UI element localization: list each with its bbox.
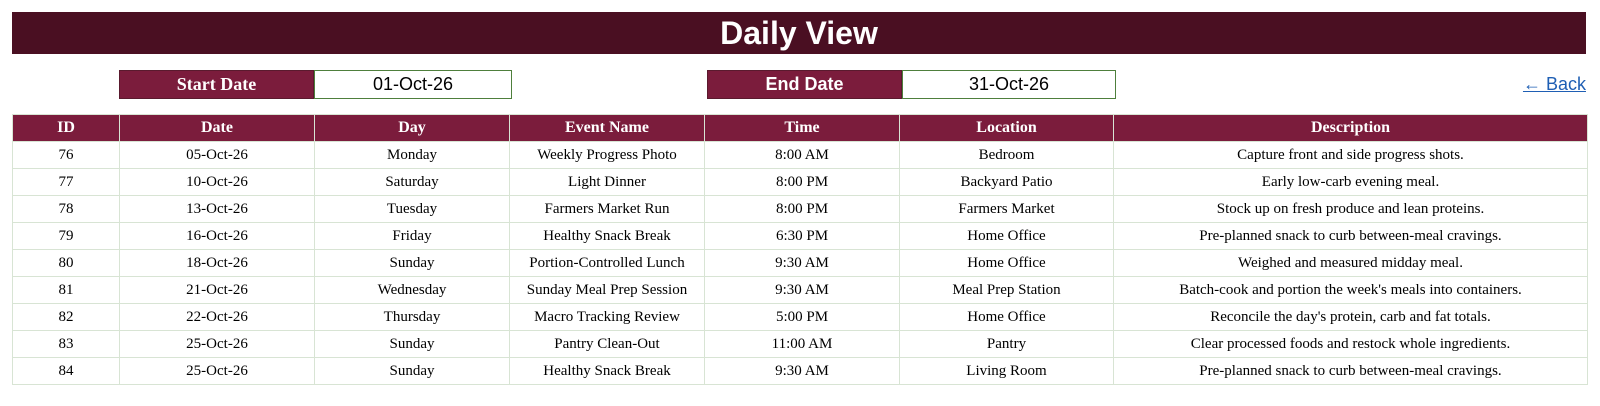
cell-description: Weighed and measured midday meal. xyxy=(1114,250,1588,277)
cell-day: Sunday xyxy=(315,331,510,358)
cell-date: 10-Oct-26 xyxy=(120,169,315,196)
cell-time: 9:30 AM xyxy=(705,250,900,277)
cell-id: 78 xyxy=(13,196,120,223)
cell-description: Reconcile the day's protein, carb and fat totals. xyxy=(1114,304,1588,331)
table-row xyxy=(13,304,1588,331)
cell-date: 13-Oct-26 xyxy=(120,196,315,223)
cell-location: Home Office xyxy=(900,304,1114,331)
cell-day: Sunday xyxy=(315,250,510,277)
cell-date: 16-Oct-26 xyxy=(120,223,315,250)
cell-event-name: Farmers Market Run xyxy=(510,196,705,223)
events-table xyxy=(12,114,1588,385)
column-header-id: ID xyxy=(13,115,120,142)
cell-time: 9:30 AM xyxy=(705,358,900,385)
cell-description: Batch-cook and portion the week's meals into containers. xyxy=(1114,277,1588,304)
cell-description: Pre-planned snack to curb between-meal cravings. xyxy=(1114,223,1588,250)
cell-date: 18-Oct-26 xyxy=(120,250,315,277)
cell-location: Pantry xyxy=(900,331,1114,358)
cell-date: 21-Oct-26 xyxy=(120,277,315,304)
cell-id: 79 xyxy=(13,223,120,250)
cell-description: Pre-planned snack to curb between-meal cravings. xyxy=(1114,358,1588,385)
cell-id: 80 xyxy=(13,250,120,277)
cell-day: Friday xyxy=(315,223,510,250)
cell-time: 8:00 AM xyxy=(705,142,900,169)
column-header-date: Date xyxy=(120,115,315,142)
cell-date: 22-Oct-26 xyxy=(120,304,315,331)
cell-day: Saturday xyxy=(315,169,510,196)
table-row xyxy=(13,196,1588,223)
cell-time: 9:30 AM xyxy=(705,277,900,304)
column-header-event-name: Event Name xyxy=(510,115,705,142)
column-header-time: Time xyxy=(705,115,900,142)
cell-location: Meal Prep Station xyxy=(900,277,1114,304)
cell-event-name: Healthy Snack Break xyxy=(510,358,705,385)
cell-id: 82 xyxy=(13,304,120,331)
cell-description: Clear processed foods and restock whole ingredients. xyxy=(1114,331,1588,358)
table-row xyxy=(13,223,1588,250)
cell-description: Stock up on fresh produce and lean proteins. xyxy=(1114,196,1588,223)
cell-time: 11:00 AM xyxy=(705,331,900,358)
cell-time: 5:00 PM xyxy=(705,304,900,331)
cell-event-name: Macro Tracking Review xyxy=(510,304,705,331)
cell-location: Living Room xyxy=(900,358,1114,385)
column-header-description: Description xyxy=(1114,115,1588,142)
cell-event-name: Healthy Snack Break xyxy=(510,223,705,250)
cell-date: 25-Oct-26 xyxy=(120,358,315,385)
table-row xyxy=(13,250,1588,277)
cell-time: 6:30 PM xyxy=(705,223,900,250)
cell-event-name: Portion-Controlled Lunch xyxy=(510,250,705,277)
cell-id: 84 xyxy=(13,358,120,385)
cell-location: Home Office xyxy=(900,250,1114,277)
table-row xyxy=(13,358,1588,385)
table-row xyxy=(13,142,1588,169)
start-date-label: Start Date xyxy=(119,70,314,99)
cell-location: Backyard Patio xyxy=(900,169,1114,196)
cell-day: Thursday xyxy=(315,304,510,331)
cell-event-name: Pantry Clean-Out xyxy=(510,331,705,358)
column-header-location: Location xyxy=(900,115,1114,142)
cell-date: 25-Oct-26 xyxy=(120,331,315,358)
end-date-label: End Date xyxy=(707,70,902,99)
cell-time: 8:00 PM xyxy=(705,196,900,223)
back-link[interactable]: ← Back xyxy=(1522,74,1586,94)
table-header-row xyxy=(13,115,1588,142)
cell-id: 76 xyxy=(13,142,120,169)
table-row xyxy=(13,277,1588,304)
table-row xyxy=(13,169,1588,196)
start-date-field[interactable]: 01-Oct-26 xyxy=(314,70,512,99)
cell-day: Monday xyxy=(315,142,510,169)
page-title: Daily View xyxy=(12,12,1586,54)
column-header-day: Day xyxy=(315,115,510,142)
cell-id: 81 xyxy=(13,277,120,304)
cell-day: Tuesday xyxy=(315,196,510,223)
table-row xyxy=(13,331,1588,358)
end-date-field[interactable]: 31-Oct-26 xyxy=(902,70,1116,99)
cell-location: Home Office xyxy=(900,223,1114,250)
cell-description: Early low-carb evening meal. xyxy=(1114,169,1588,196)
cell-day: Sunday xyxy=(315,358,510,385)
cell-location: Farmers Market xyxy=(900,196,1114,223)
cell-description: Capture front and side progress shots. xyxy=(1114,142,1588,169)
cell-event-name: Light Dinner xyxy=(510,169,705,196)
cell-day: Wednesday xyxy=(315,277,510,304)
cell-date: 05-Oct-26 xyxy=(120,142,315,169)
cell-time: 8:00 PM xyxy=(705,169,900,196)
cell-id: 83 xyxy=(13,331,120,358)
cell-id: 77 xyxy=(13,169,120,196)
cell-event-name: Sunday Meal Prep Session xyxy=(510,277,705,304)
cell-event-name: Weekly Progress Photo xyxy=(510,142,705,169)
cell-location: Bedroom xyxy=(900,142,1114,169)
